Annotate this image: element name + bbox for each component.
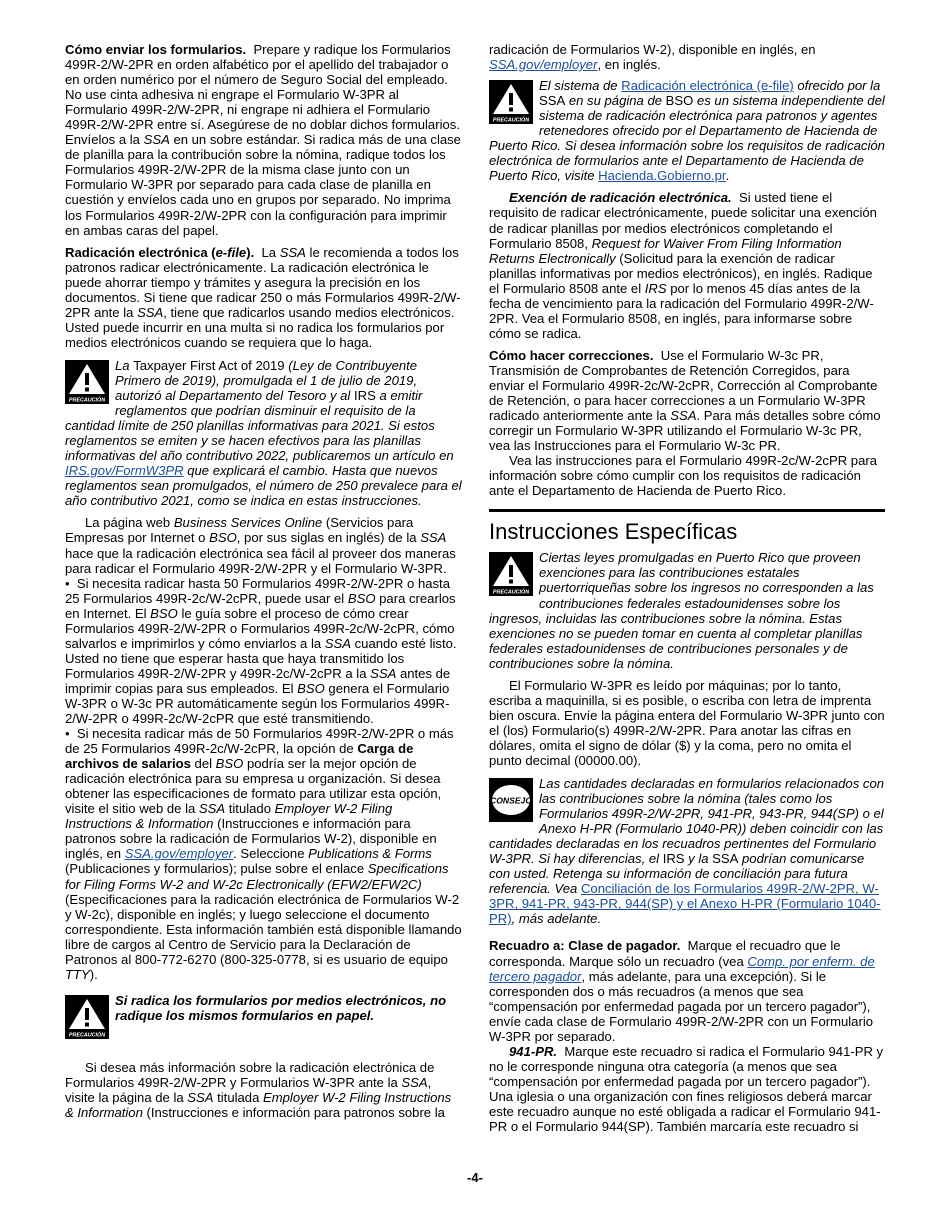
caution-label: PRECAUCIÓN [68, 397, 106, 404]
hacienda-link[interactable]: Hacienda.Gobierno.pr [598, 168, 727, 184]
efile-paragraph: Radicación electrónica (e-file). La SSA le recomienda a todos los patronos radicar electrónicamente. La radicación electrónica le puede ahorrar tiempo y trámites y asegura la precisión en los documentos. Si tiene que radicar 250 o más Formularios 499R-2/W-2PR ante la SSA, tiene que radicarlos usando medios electrónicos. Usted puede incurrir en una multa si no radica los formularios por medios electrónicos cuando se requiera que lo haga. [65, 244, 461, 350]
w3pr-paragraph: El Formulario W-3PR es leído por máquinas; por lo tanto, escriba a maquinilla, si es posible, o escriba con letra de imprenta bien oscura. Envíe la página entera del Formulario W-3PR junto con el (los) Formulario(s) 499R-2/W-2PR. Para anotar las cifras en dólares, omita el signo de dólar ($) y la coma, pero no omita el punto decimal (00000.00). [489, 677, 885, 768]
caution-label: PRECAUCIÓN [68, 1032, 106, 1039]
section-divider [489, 509, 885, 512]
caution-label: PRECAUCIÓN [492, 117, 530, 124]
ssa-employer-link[interactable]: SSA.gov/employer [489, 57, 598, 73]
left-column [65, 42, 462, 1120]
vea-instrucciones-paragraph: Vea las instrucciones para el Formulario 499R-2c/W-2cPR para información sobre cómo cumplir con los requisitos de radicación ante el Departamento de Hacienda de Puerto Rico. [489, 453, 877, 499]
correcciones-paragraph: Cómo hacer correcciones. Use el Formulario W-3c PR, Transmisión de Comprobantes de Retención Corregidos, para enviar el Formulario 499R-2c/W-2cPR, Corrección al Comprobante de Retención, o para hacer correcciones a un Formulario W-3PR radicado anteriormente ante la SSA. Para más detalles sobre cómo corregir un Formulario W-3PR utilizando el Formulario W-3c PR, vea las Instrucciones para el Formulario W-3c PR. [489, 347, 881, 454]
ssa-employer-link[interactable]: SSA.gov/employer [124, 846, 234, 862]
caution-note-no-paper: PRECAUCIÓN Si radica los formularios por medios electrónicos, no radique los mismos formularios en papel. [65, 993, 462, 1053]
warning-triangle-icon [489, 552, 533, 596]
irs-formw3pr-link[interactable]: IRS.gov/FormW3PR [65, 463, 184, 479]
caution-note-efile-system: PRECAUCIÓN El sistema de Radicación electrónica (e-file) ofrecido por la SSA en su página de BSO es un sistema independiente del sistema de radicación electrónica para patronos y agentes retenedores ofrecido por el Departamento de Hacienda de Puerto Rico. Si desea información sobre los requisitos de radicación electrónica de formularios ante el Departamento de Hacienda de Puerto Rico, visite Hacienda.Gobierno.pr. [489, 78, 885, 184]
bullet-item-wage-upload: • Si necesita radicar más de 50 Formularios 499R-2/W-2PR o más de 25 Formularios 499R-2c/W-2cPR, la opción de Carga de archivos de salarios del BSO podría ser la mejor opción de radicación electrónica para su empresa u organización. Si desea obtener las especificaciones de formato para utilizar esta opción, visite el sitio web de la SSA titulado Employer W-2 Filing Instructions & Information (Instrucciones e información para patronos sobre la radicación de Formularios W-2), disponible en inglés, en SSA.gov/employer. Seleccione Publications & Forms (Publicaciones y formularios); pulse sobre el enlace Specifications for Filing Forms W-2 and W-2c Electronically (EFW2/EFW2C) (Especificaciones para la radicación electrónica de Formularios W-2 y W-2c), disponible en inglés; y luego seleccione el documento correspondiente. Esta información también está disponible llamando libre de cargos al Centro de Servicio para la Declaración de Patronos al 800-772-6270 (800-325-0778, si es usuario de equipo TTY). [65, 726, 462, 982]
tip-label: CONSEJO [489, 795, 533, 806]
conciliacion-link[interactable]: Conciliación de los Formularios 499R-2/W-2PR, W-3PR, 941-PR, 943-PR, 944(SP) y el Anexo H-PR (Formulario 1040-PR) [489, 881, 881, 927]
caution-note-taxpayer-first-act: PRECAUCIÓN La Taxpayer First Act of 2019 (Ley de Contribuyente Primero de 2019), promulgada el 1 de julio de 2019, autorizó al Departamento del Tesoro y al IRS a emitir reglamentos que podrían disminuir el requisito de la cantidad límite de 250 planillas informativas para 2021. Si estos reglamentos se emiten y se hacen efectivos para las planillas informativas del año contributivo 2022, publicaremos un artículo en IRS.gov/FormW3PR que explicará el cambio. Hasta que nuevos reglamentos sean promulgados, el número de 250 prevalece para el año contributivo 2021, como se indica en estas instrucciones. [65, 357, 462, 509]
right-column [489, 42, 885, 1134]
941pr-paragraph: 941-PR. Marque este recuadro si radica el Formulario 941-PR y no le corresponde ninguna otra categoría (a menos que sea “compensación por enfermedad pagada por un tercero pagador”). Una iglesia o una organización con fines religiosos deberá marcar este recuadro aunque no esté obligada a radicar el Formulario 941-PR o el Formulario 944(SP). También marcaría este recuadro si [489, 1043, 884, 1135]
mas-info-paragraph: Si desea más información sobre la radicación electrónica de Formularios 499R-2/W-2PR y Formularios W-3PR ante la SSA, visite la página de la SSA titulada Employer W-2 Filing Instructions & Information (Instrucciones e información para patronos sobre la [65, 1059, 452, 1120]
page-number: -4- [467, 1170, 483, 1185]
bso-paragraph: La página web Business Services Online (Servicios para Empresas por Internet o BSO, por sus siglas en inglés) de la SSA hace que la radicación electrónica sea fácil al proveer dos maneras para radicar el Formulario 499R-2/W-2PR y el Formulario W-3PR. [65, 515, 456, 576]
section-heading: Instrucciones Específicas [489, 519, 738, 545]
tip-note-reconciliation: CONSEJO Las cantidades declaradas en formularios relacionados con las contribuciones sobre la nómina (tales como los Formularios 499R-2/W-2PR, 941-PR, 943-PR, 944(SP) o el Anexo H-PR (Formulario 1040-PR)) deben coincidir con las cantidades declaradas en los recuadros pertinentes del Formulario W-3PR. Si hay diferencias, el IRS y la SSA podrían comunicarse con usted. Retenga su información de conciliación para futura referencia. Vea Conciliación de los Formularios 499R-2/W-2PR, W-3PR, 941-PR, 943-PR, 944(SP) y el Anexo H-PR (Formulario 1040-PR), más adelante. [489, 776, 885, 927]
warning-triangle-icon [65, 360, 109, 404]
continuation-paragraph: radicación de Formularios W-2), disponible en inglés, en SSA.gov/employer, en inglés. [489, 42, 816, 73]
warning-triangle-icon [489, 80, 533, 124]
como-enviar-paragraph: Cómo enviar los formularios. Prepare y radique los Formularios 499R-2/W-2PR en orden alfabético por el apellido del trabajador o en orden numérico por el número de Seguro Social del empleado. No use cinta adhesiva ni engrape el Formulario W-3PR al Formulario 499R-2/W-2PR, ni engrape ni adhiera el Formulario 499R-2/W-2PR entre sí. Asegúrese de no doblar dichos formularios. Envíelos a la SSA en un sobre estándar. Si radica más de una clase de planilla para la contribución sobre la nómina, radique todos los Formularios 499R-2/W-2PR de la misma clase junto con un Formulario W-3PR por separado para cada clase de planilla en cuestión y envíelos cada uno en grupos por separado. No imprima los Formularios 499R-2/W-2PR con la configuración para imprimir en ambas caras del papel. [65, 42, 461, 238]
comp-enferm-link[interactable]: Comp. por enferm. de tercero pagador [489, 953, 875, 984]
efile-link[interactable]: Radicación electrónica (e-file) [621, 78, 794, 94]
recuadro-a-paragraph: Recuadro a: Clase de pagador. Marque el recuadro que le corresponda. Marque sólo un recuadro (vea Comp. por enferm. de tercero pagador, más adelante, para una excepción). Si le corresponden dos o más recuadros (a menos que sea “compensación por enfermedad pagada por un tercero pagador”), envíe cada clase de Formulario 499R-2/W-2PR con un Formulario W-3PR por separado. [489, 938, 875, 1044]
tip-consejo-icon [489, 778, 533, 822]
bullet-item-bso-create: • Si necesita radicar hasta 50 Formularios 499R-2/W-2PR o hasta 25 Formularios 499R-2c/W-2cPR, puede usar el BSO para crearlos en Internet. El BSO le guía sobre el proceso de cómo crear Formularios 499R-2/W-2PR o Formularios 499R-2c/W-2cPR, cómo salvarlos e imprimirlos y cómo enviarlos a la SSA cuando esté listo. Usted no tiene que esperar hasta que haya transmitido los Formularios 499R-2/W-2PR y 499R-2c/W-2cPR a la SSA antes de imprimir copias para sus empleados. El BSO genera el Formulario W-3PR o W-3c PR automáticamente según los Formularios 499R-2/W-2PR o 499R-2c/W-2cPR que esté transmitiendo. [65, 575, 457, 727]
warning-triangle-icon [65, 995, 109, 1039]
caution-label: PRECAUCIÓN [492, 589, 530, 596]
caution-note-pr-exemptions: PRECAUCIÓN Ciertas leyes promulgadas en Puerto Rico que proveen exenciones para las contribuciones estatales puertorriqueñas sobre los ingresos no corresponden a las contribuciones federales estadounidenses sobre los ingresos, incluidas las contribuciones sobre la nómina. Estas exenciones no se pueden tomar en cuenta al completar planillas federales estadounidenses de contribuciones personales y de contribuciones sobre la nómina. [489, 550, 874, 671]
exencion-paragraph: Exención de radicación electrónica. Si usted tiene el requisito de radicar electrónicamente, puede solicitar una exención de radicar planillas por medios electrónicos completando el Formulario 8508, Request for Waiver From Filing Information Returns Electronically (Solicitud para la exención de radicar planillas informativas por medios electrónicos), en inglés. Radique el Formulario 8508 ante el IRS por lo menos 45 días antes de la fecha de vencimiento para la radicación del Formulario 499R-2/W-2PR. Vea el Formulario 8508, en inglés, para informarse sobre cómo se radica. [489, 190, 877, 341]
